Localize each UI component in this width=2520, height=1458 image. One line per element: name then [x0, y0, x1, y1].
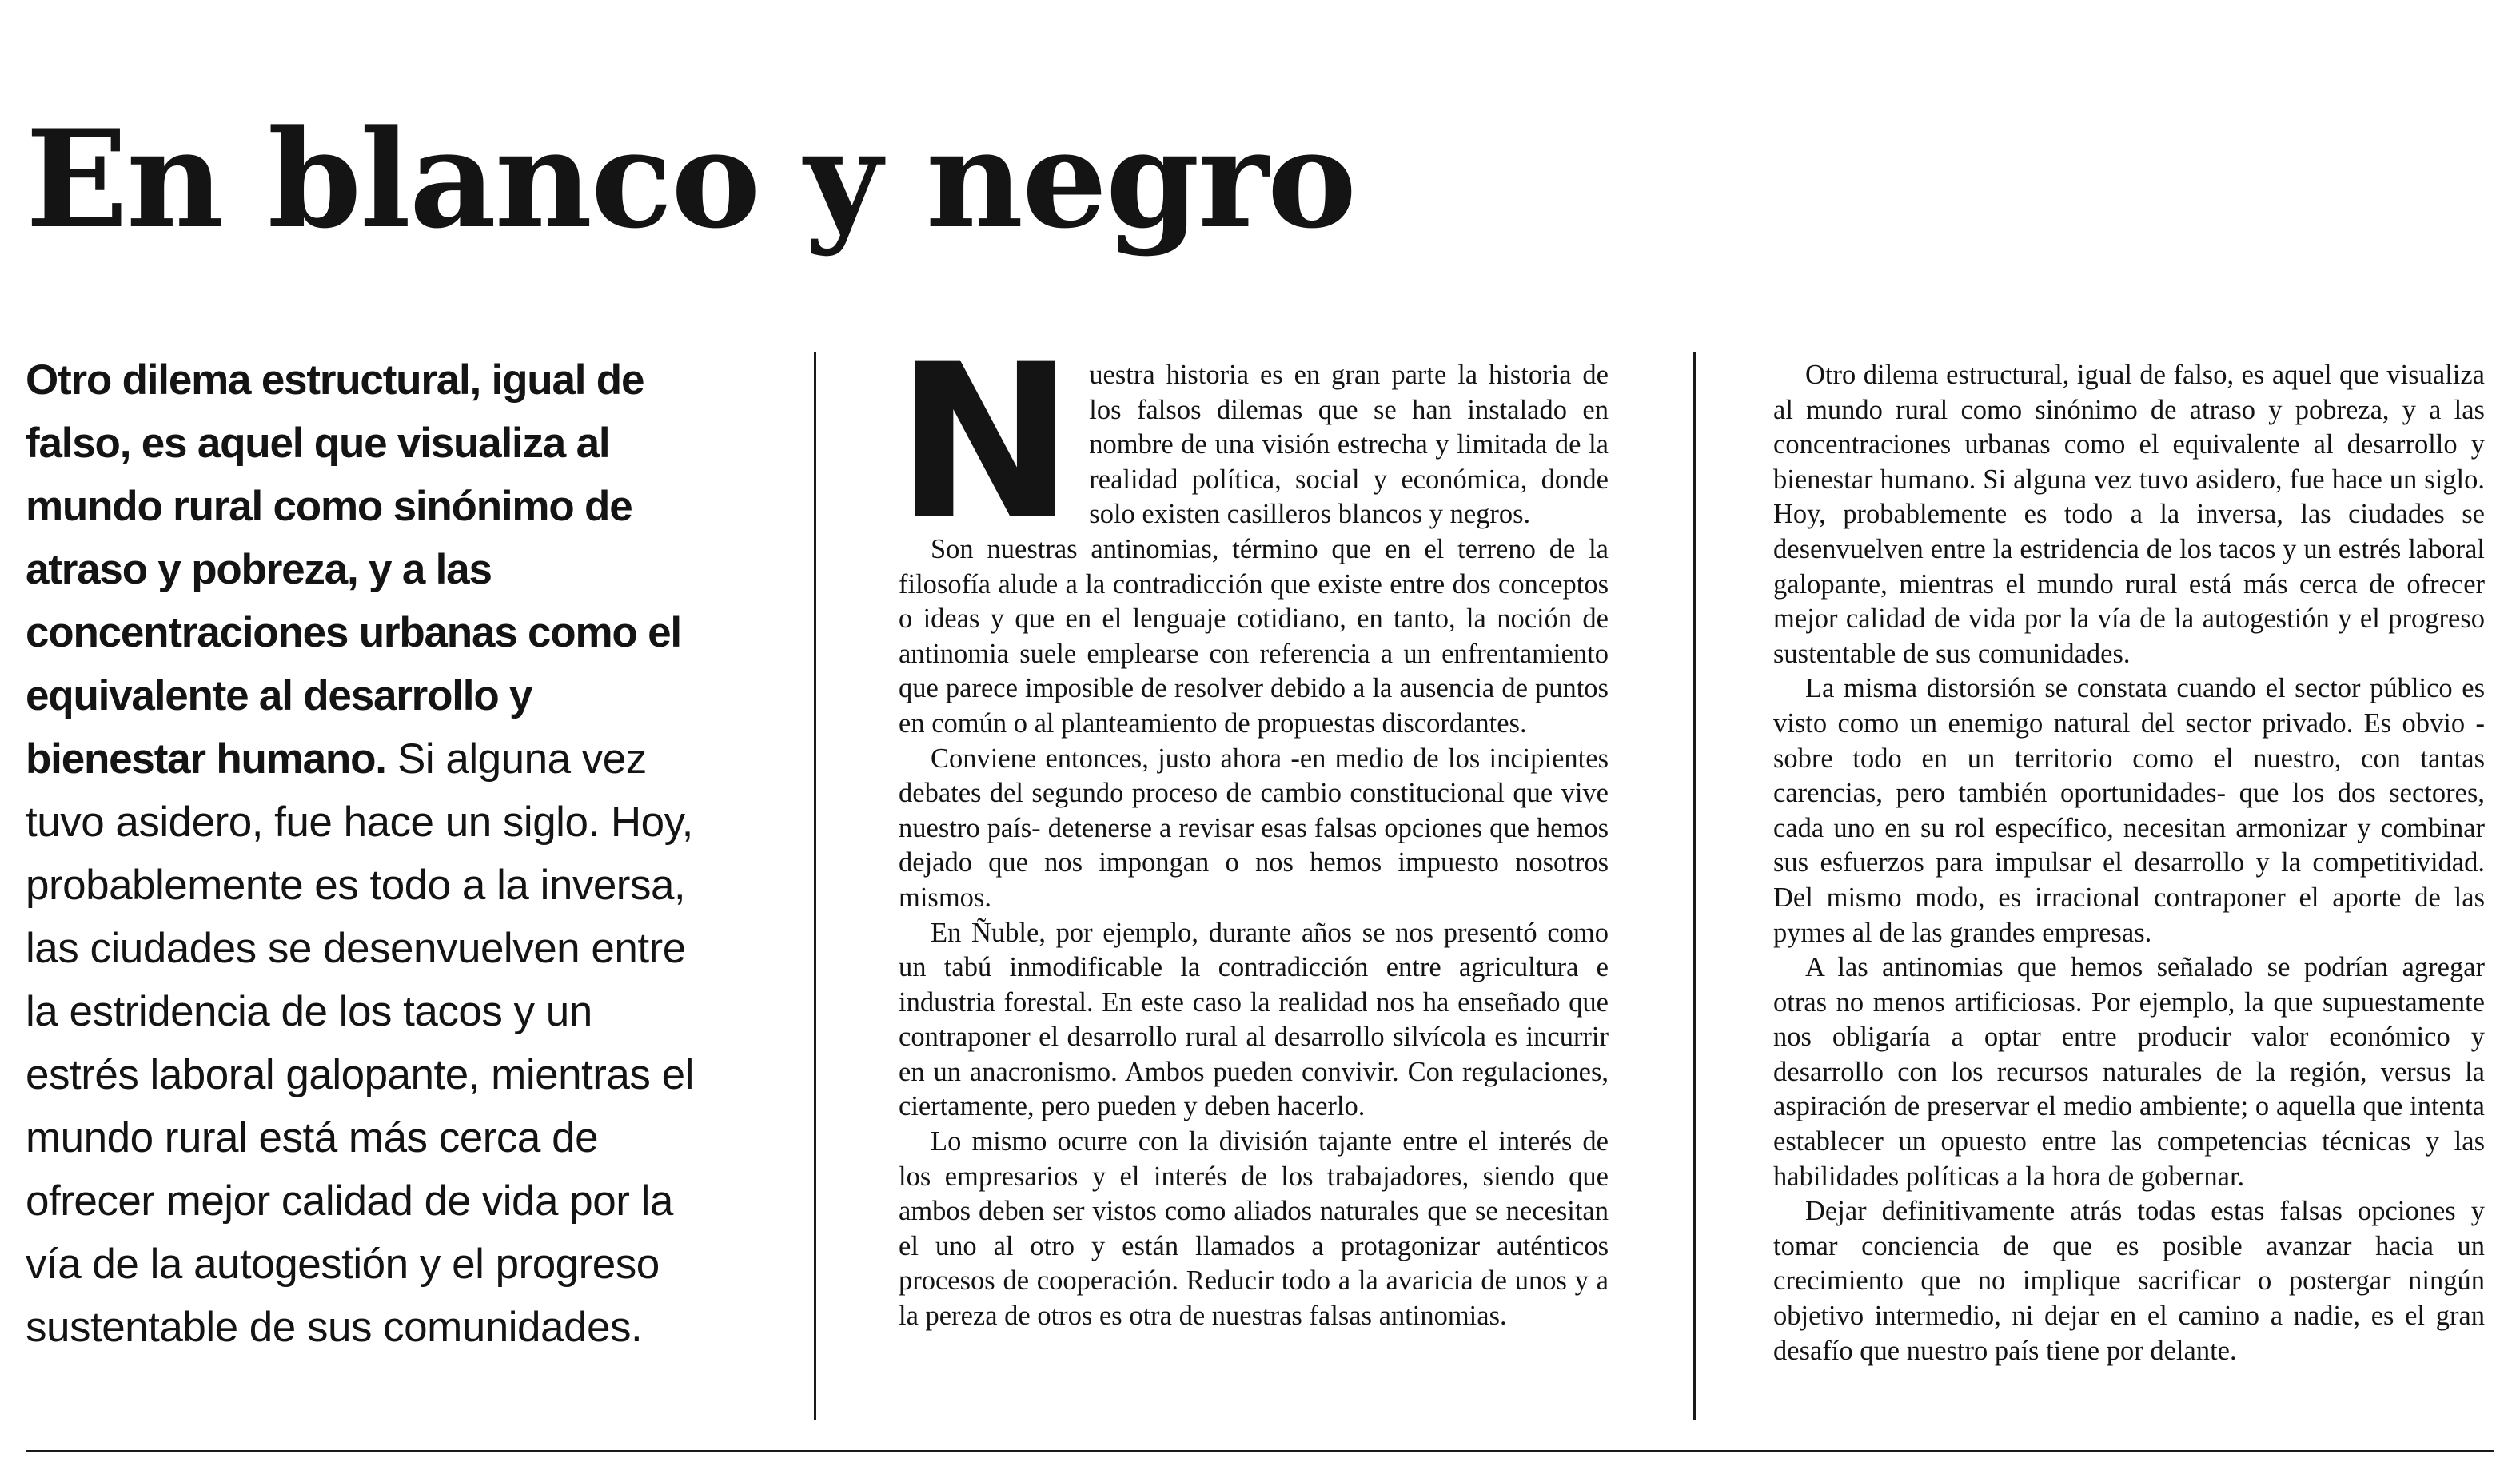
- paragraph: Conviene entonces, justo ahora -en medio de los incipientes debates del segundo proceso de cambio constitucional que vive nuestro país- detenerse a revisar esas falsas opciones que hemos dejado que nos impongan o nos hemos impuesto nosotros mismos.: [899, 743, 1609, 913]
- paragraph: En Ñuble, por ejemplo, durante años se nos presentó como un tabú inmodificable la contradicción entre agricultura e industria forestal. En este caso la realidad nos ha enseñado que contraponer el desarrollo rural al desarrollo silvícola es incurrir en un anacronismo. Ambos pueden convivir. Con regulaciones, ciertamente, pero pueden y deben hacerlo.: [899, 917, 1609, 1122]
- paragraph: Dejar definitivamente atrás todas estas falsas opciones y tomar conciencia de que es posible avanzar hacia un crecimiento que no implique sacrificar o postergar ningún objetivo intermedio, ni dejar en el camino a nadie, es el gran desafío que nuestro país tiene por delante.: [1773, 1196, 2485, 1366]
- lead-bold-text: Otro dilema estructural, igual de falso, es aquel que visualiza al mundo rural como sinónimo de atraso y pobreza, y a las concentraciones urbanas como el equivalente al desarrollo y bienestar humano.: [26, 357, 681, 783]
- body-column-3: [1773, 358, 2485, 1368]
- paragraph-text: uestra historia es en gran parte la historia de los falsos dilemas que se han instalado en nombre de una visión estrecha y limitada de la realidad política, social y económica, donde solo existen casilleros blancos y negros.: [1089, 360, 1609, 530]
- paragraph: [895, 318, 1609, 568]
- paragraph: Son nuestras antinomias, término que en el terreno de la filosofía alude a la contradicción que existe entre dos conceptos o ideas y que en el lenguaje cotidiano, en tanto, la noción de antinomia suele emplearse con referencia a un enfrentamiento que parece imposible de resolver debido a la ausencia de puntos en común o al planteamiento de propuestas discordantes.: [899, 533, 1609, 739]
- column-divider-1: [814, 352, 816, 1420]
- lead-regular-text: Si alguna vez tuvo asidero, fue hace un siglo. Hoy, probablemente es todo a la inversa, las ciudades se desenvuelven entre la estridencia de los tacos y un estrés laboral galopante, mientras el mundo rural está más cerca de ofrecer mejor calidad de vida por la vía de la autogestión y el progreso sustentable de sus comunidades.: [26, 735, 694, 1351]
- column-divider-2: [1693, 352, 1696, 1420]
- paragraph: Otro dilema estructural, igual de falso, es aquel que visualiza al mundo rural como sinónimo de atraso y pobreza, y a las concentraciones urbanas como el equivalente al desarrollo y bienestar humano. Si alguna vez tuvo asidero, fue hace un siglo. Hoy, probablemente es todo a la inversa, las ciudades se desenvuelven entre la estridencia de los tacos y un estrés laboral galopante, mientras el mundo rural está más cerca de ofrecer mejor calidad de vida por la vía de la autogestión y el progreso sustentable de sus comunidades.: [1773, 360, 2485, 669]
- headline: En blanco y negro: [26, 100, 1355, 258]
- drop-cap: N: [895, 318, 1071, 568]
- lead-paragraph: [26, 349, 713, 1359]
- bottom-rule: [26, 1450, 2494, 1452]
- body-column-2: [895, 318, 1609, 1334]
- paragraph: La misma distorsión se constata cuando el sector público es visto como un enemigo natural del sector privado. Es obvio -sobre todo en un territorio como el nuestro, con tantas carencias, pero también oportunidades- que los dos sectores, cada uno en su rol específico, necesitan armonizar y combinar sus esfuerzos para impulsar el desarrollo y la competitividad. Del mismo modo, es irracional contraponer el aporte de las pymes al de las grandes empresas.: [1773, 673, 2485, 948]
- paragraph: Lo mismo ocurre con la división tajante entre el interés de los empresarios y el interés de los trabajadores, siendo que ambos deben ser vistos como aliados naturales que se necesitan el uno al otro y están llamados a protagonizar auténticos procesos de cooperación. Reducir todo a la avaricia de unos y a la pereza de otros es otra de nuestras falsas antinomias.: [899, 1126, 1609, 1332]
- paragraph: A las antinomias que hemos señalado se podrían agregar otras no menos artificiosas. Por ejemplo, la que supuestamente nos obligaría a optar entre producir valor económico y desarrollo con los recursos naturales de la región, versus la aspiración de preservar el medio ambiente; o aquella que intenta establecer un opuesto entre las competencias técnicas y las habilidades políticas a la hora de gobernar.: [1773, 952, 2485, 1192]
